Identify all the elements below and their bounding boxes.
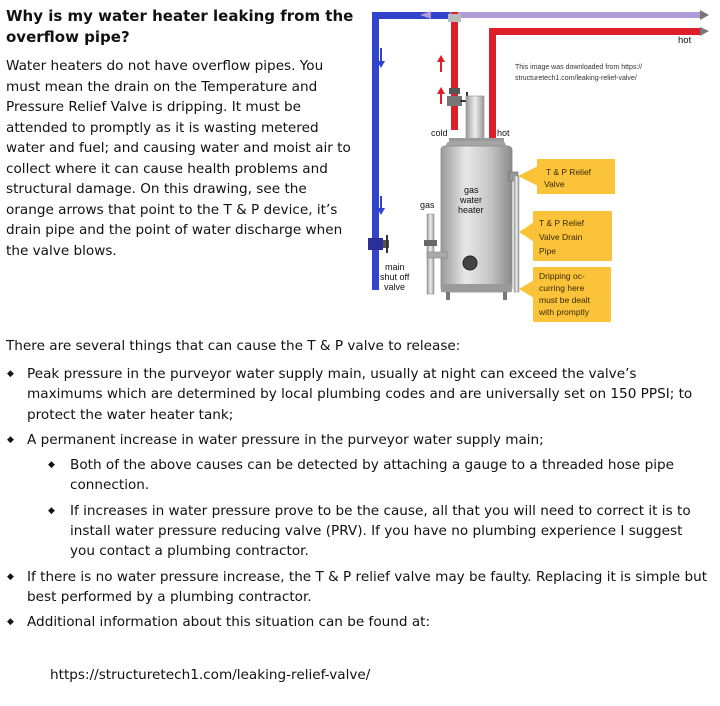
callout2-line3: Pipe: [539, 246, 557, 256]
bullet-icon: ◆: [7, 369, 14, 379]
list-item-text: Peak pressure in the purveyor water supply main, usually at night can exceed the valve’s maximums which are determined by local plumbing codes and are universally set on 150 PPSI; to protect the water heater tank;: [27, 366, 693, 423]
hot-line-label: hot: [678, 35, 692, 46]
callout2-line2: Valve Drain: [539, 232, 583, 242]
sub-list-item: [0, 501, 710, 562]
sub-list-item: [0, 455, 710, 496]
list-item-text: If there is no water pressure increase, the T & P relief valve may be faulty. Replacing it is simple but best performed by a plumbing contractor.: [27, 568, 708, 605]
heater-label-line3: heater: [458, 205, 484, 215]
cold-distribution-pipe: [420, 10, 709, 20]
hot-outlet-label: hot: [497, 128, 510, 138]
cold-inlet-label: cold: [431, 128, 448, 138]
flue-pipe: [466, 96, 484, 142]
callout3-line3: must be dealt: [539, 295, 591, 305]
cold-supply-pipe: [372, 12, 450, 290]
heater-label-line1: gas: [464, 185, 479, 195]
source-note: [515, 64, 642, 82]
callout-tp-drain-pipe: [519, 211, 612, 261]
list-item-text: A permanent increase in water pressure in the purveyor water supply main;: [27, 431, 544, 448]
bullet-icon: ◆: [7, 571, 14, 582]
callout1-line1: T & P Relief: [546, 167, 592, 177]
list-item: [0, 612, 710, 632]
arrow-right-icon: [700, 10, 709, 20]
callout1-line2: Valve: [544, 179, 565, 189]
bullet-icon: ◆: [48, 460, 55, 471]
list-item-text: Both of the above causes can be detected by attaching a gauge to a threaded hose pipe connection.: [70, 457, 674, 494]
hot-water-pipe: [489, 27, 709, 140]
bullet-icon: ◆: [7, 434, 14, 445]
source-note-line2: structuretech1.com/leaking-relief-valve/: [515, 75, 637, 82]
tp-drain-pipe: [514, 176, 519, 292]
page-title: Why is my water heater leaking from the overflow pipe?: [6, 7, 354, 46]
arrow-up-icon: [437, 55, 445, 62]
intro-text: Water heaters do not have overflow pipes. You must mean the drain on the Temperature and Pressure Relief Valve is dripping. It must be attended to promptly as it is wasting metered water and fuel; and causing water and moist air to collect where it can cause health problems and structural damage. On this drawing, see the orange arrows that point to the T & P device, it’s drain pipe and the point of water discharge when the valve blows.: [6, 58, 351, 259]
bullet-icon: ◆: [48, 505, 55, 516]
shutoff-label-line1: main: [385, 262, 405, 272]
callout3-line2: curring here: [539, 283, 585, 293]
list-item: [0, 364, 710, 425]
callout-tp-valve: [518, 159, 615, 194]
shutoff-label-line3: valve: [384, 282, 406, 292]
arrow-right-icon: [700, 27, 709, 36]
water-heater-tank: [441, 138, 512, 300]
causes-list: [0, 364, 710, 638]
bullet-icon: ◆: [7, 617, 14, 628]
list-item-text: If increases in water pressure prove to be the cause, all that you will need to correct it is to install water pressure reducing valve (PRV). If you have no plumbing experience I suggest you contact a plumbing contractor.: [70, 502, 691, 560]
list-item: [0, 567, 710, 608]
callout3-line1: Dripping oc-: [539, 271, 585, 281]
arrow-up-icon: [437, 87, 445, 94]
list-item: [0, 430, 710, 450]
causes-intro: There are several things that can cause the T & P valve to release:: [6, 338, 461, 354]
reference-link[interactable]: https://structuretech1.com/leaking-relief-valve/: [50, 667, 371, 683]
callout-dripping: [519, 267, 611, 322]
list-item-text: Additional information about this situation can be found at:: [27, 614, 431, 631]
heater-label-line2: water: [460, 195, 483, 205]
callout2-line1: T & P Relief: [539, 218, 585, 228]
source-note-line1: This image was downloaded from https://: [515, 64, 643, 71]
callout3-line4: with promptly: [539, 307, 590, 317]
shutoff-label-line2: shut off: [380, 272, 410, 282]
gas-pipe-label: gas: [420, 200, 435, 210]
